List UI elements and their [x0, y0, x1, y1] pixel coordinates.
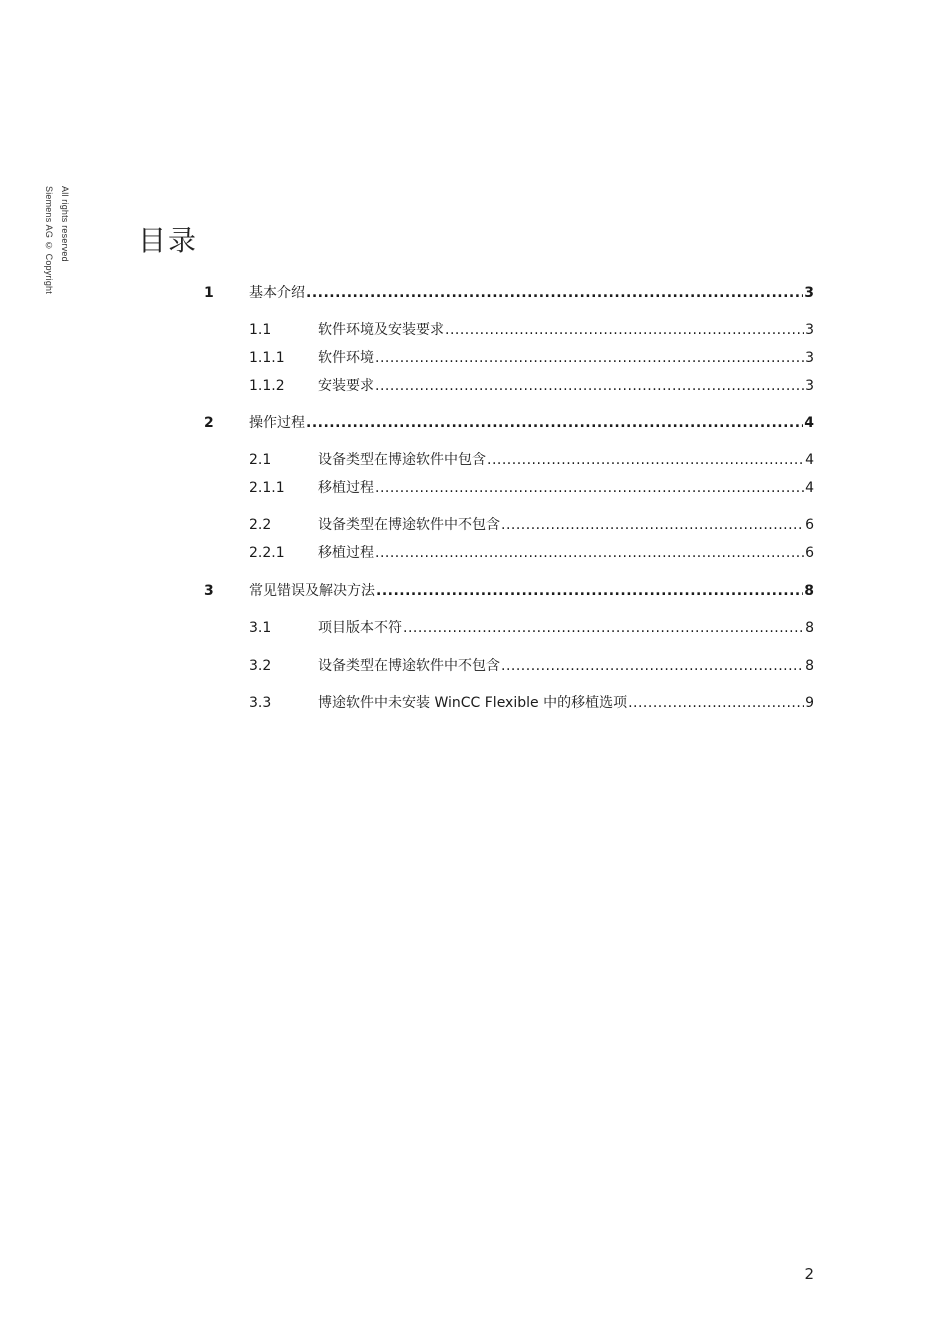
toc-entry-number: 3.1 [249, 620, 272, 636]
toc-leader-dots [501, 515, 804, 535]
toc-leader-dots [375, 348, 804, 368]
toc-entry-number: 1.1.2 [249, 378, 285, 394]
toc-entry-title: 设备类型在博途软件中包含 [318, 452, 486, 468]
toc-entry[interactable] [0, 618, 950, 638]
toc-entry-title: 软件环境及安装要求 [318, 322, 444, 338]
toc-entry-page: 4 [805, 452, 814, 468]
toc-entry-page: 8 [804, 583, 814, 599]
toc-entry[interactable] [0, 450, 950, 470]
toc-entry-number: 1 [204, 285, 214, 301]
copyright-text: Siemens AG © Copyright [44, 186, 54, 294]
toc-entry-number: 1.1 [249, 322, 272, 338]
toc-leader-dots [375, 478, 804, 498]
copyright-sidebar [44, 186, 70, 294]
toc-entry-number: 3.3 [249, 695, 272, 711]
toc-entry-title: 设备类型在博途软件中不包含 [318, 517, 500, 533]
toc-entry-page: 4 [805, 480, 814, 496]
toc-entry-number: 3 [204, 583, 214, 599]
toc-entry[interactable] [0, 413, 950, 433]
toc-entry-page: 6 [805, 545, 814, 561]
toc-entry-title: 博途软件中未安装 WinCC Flexible 中的移植选项 [318, 695, 628, 711]
toc-leader-dots [376, 581, 803, 601]
toc-entry[interactable] [0, 348, 950, 368]
toc-entry-page: 3 [805, 322, 814, 338]
toc-entry-title: 移植过程 [318, 545, 374, 561]
toc-entry-page: 8 [805, 658, 814, 674]
toc-leader-dots [501, 656, 804, 676]
rights-text: All rights reserved [60, 186, 70, 262]
toc-entry[interactable] [0, 320, 950, 340]
toc-entry-number: 2 [204, 415, 214, 431]
toc-entry[interactable] [0, 693, 950, 713]
toc-leader-dots [375, 543, 804, 563]
toc-entry-title: 常见错误及解决方法 [249, 583, 375, 599]
toc-entry-number: 1.1.1 [249, 350, 285, 366]
toc-entry-page: 3 [804, 285, 814, 301]
toc-entry[interactable] [0, 515, 950, 535]
toc-leader-dots [306, 413, 803, 433]
toc-entry-page: 4 [804, 415, 814, 431]
toc-leader-dots [487, 450, 804, 470]
toc-entry-title: 移植过程 [318, 480, 374, 496]
toc-entry-title: 设备类型在博途软件中不包含 [318, 658, 500, 674]
toc-entry-title: 基本介绍 [249, 285, 305, 301]
toc-entry-number: 2.2 [249, 517, 272, 533]
toc-leader-dots [306, 283, 803, 303]
toc-entry-page: 3 [805, 378, 814, 394]
toc-entry-number: 2.2.1 [249, 545, 285, 561]
toc-entry-page: 3 [805, 350, 814, 366]
toc-entry[interactable] [0, 581, 950, 601]
toc-entry[interactable] [0, 543, 950, 563]
toc-entry-title: 项目版本不符 [318, 620, 402, 636]
toc-entry-number: 2.1 [249, 452, 272, 468]
toc-leader-dots [375, 376, 804, 396]
toc-entry-page: 6 [805, 517, 814, 533]
toc-leader-dots [403, 618, 804, 638]
toc-entry-title: 安装要求 [318, 378, 374, 394]
toc-title: 目录 [138, 224, 199, 257]
toc-entry-page: 9 [805, 695, 814, 711]
toc-entry[interactable] [0, 283, 950, 303]
toc-entry-number: 3.2 [249, 658, 272, 674]
page-number: 2 [804, 1265, 814, 1283]
toc-leader-dots [445, 320, 804, 340]
toc-entry-title: 软件环境 [318, 350, 374, 366]
toc-entry-page: 8 [805, 620, 814, 636]
toc-leader-dots [628, 693, 804, 713]
toc-entry[interactable] [0, 376, 950, 396]
toc-entry[interactable] [0, 656, 950, 676]
toc-entry-number: 2.1.1 [249, 480, 285, 496]
toc-entry-title: 操作过程 [249, 415, 305, 431]
toc-entry[interactable] [0, 478, 950, 498]
